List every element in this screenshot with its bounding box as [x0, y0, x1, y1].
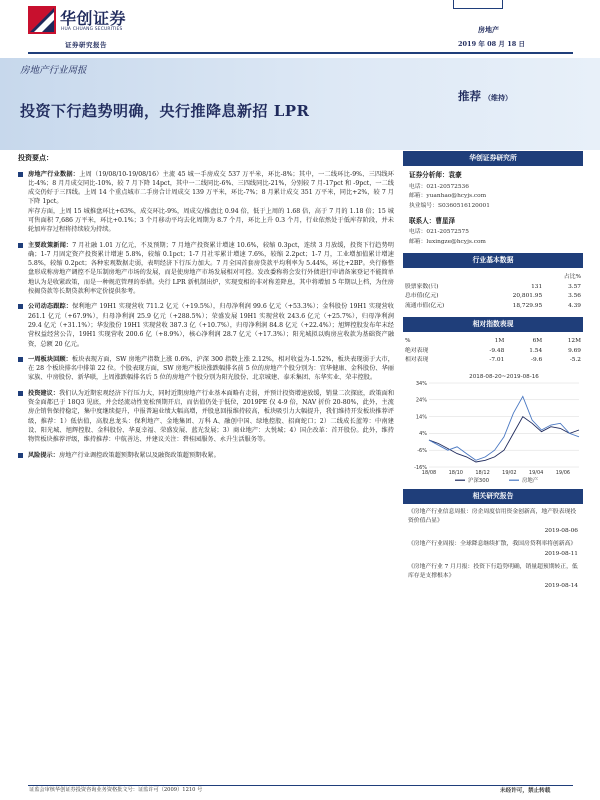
- related-report-title[interactable]: 《房地产行业周报：全球降息继续扩散，我国房贷利率将创新高》: [408, 541, 577, 548]
- footer-divider: [28, 785, 573, 786]
- logo-en: HUA CHUANG SECURITIES: [61, 27, 123, 32]
- related-report-date: 2019-08-11: [544, 551, 578, 558]
- table-row: [403, 356, 583, 366]
- report-label: 证券研究报告: [65, 41, 107, 49]
- institute-header: 华创证券研究所: [403, 151, 583, 166]
- logo-name: 华创证券: [60, 9, 127, 28]
- cell-value: 131: [531, 283, 543, 290]
- table-header-row: [403, 336, 583, 346]
- key-point-body: 板块表现方面，SW 房地产指数上涨 0.6%，沪深 300 指数上涨 2.12%，相对收益为-1.52%，板块表现弱于大市，在 28 个板块排名中排第 22 位。个股表现方面，SW 房地产板块涨跌幅排名前 5 位的房地产个股分别为：宜华健康、金科股份、华丽家族、中房股份、新华联，上周涨跌幅排名后 5 位的房地产个股分别为阳光股份、北京城建、泰禾集团、东华实业、荣丰控股。: [28, 355, 394, 382]
- x-tick-label: 19/04: [528, 470, 544, 477]
- related-report-date: 2019-08-06: [544, 528, 578, 535]
- chart-title: 2018-08-20~2019-08-16: [469, 374, 539, 381]
- related-report[interactable]: [403, 536, 583, 559]
- cell-value: -9.48: [489, 347, 505, 354]
- y-tick-label: -16%: [414, 465, 427, 472]
- basic-data-header: 行业基本数据: [403, 253, 583, 268]
- cell-label: 流通市值(亿元): [405, 303, 445, 310]
- cell-label: 相对表现: [405, 357, 429, 364]
- x-tick-label: 18/12: [475, 470, 490, 477]
- analyst-cert: 执业编号：S0360516120001: [409, 203, 490, 210]
- cell-value: -7.01: [489, 357, 505, 364]
- relative-performance-chart: [403, 369, 583, 489]
- series-line-0: [429, 417, 579, 462]
- contact-phone: 电话：021-20572575: [409, 229, 469, 236]
- contact-role: 联系人：曹星泽: [409, 216, 456, 225]
- cell-label: 绝对表现: [405, 347, 429, 354]
- x-tick-label: 18/10: [448, 470, 463, 477]
- sidebar: [403, 151, 583, 591]
- cell-share: 3.57: [568, 283, 581, 290]
- key-point-company: [18, 302, 394, 348]
- chart-svg: [403, 369, 583, 489]
- key-point-sector-review: [18, 355, 394, 383]
- key-point-body-2: 库存方面，上周 15 城推盘环比+63%，成交环比-9%，周成交/推盘比 0.94 倍，低于上周的 1.68 倍，高于 7 月的 1.18 倍；15 城可售面积 7,686 万平米，环比+0.1%；3 个月移动平均去化周期为 8.7 个月，环比上升 0.3 个月，行业依然处于低库存阶段，并未轮加库存过程将持续较为持续。: [28, 207, 394, 234]
- y-tick-label: 4%: [419, 431, 427, 438]
- key-point-head: 风险提示：: [28, 451, 59, 459]
- footer-copyright: 未经许可，禁止转载: [500, 788, 551, 794]
- analyst-role: 证券分析师：袁豪: [409, 171, 462, 179]
- related-reports-header: 相关研究报告: [403, 489, 583, 504]
- key-point-head: 一周板块回顾：: [28, 355, 72, 363]
- company-logo: [28, 6, 148, 40]
- y-tick-label: -6%: [417, 448, 427, 455]
- relative-performance-header: 相对指数表现: [403, 317, 583, 332]
- related-report-date: 2019-08-14: [544, 583, 578, 590]
- rating-note: （维持）: [484, 93, 512, 102]
- key-point-body: 我们认为近期宏观经济下行压力大，同时近期房地产行业基本面略有走弱，并预计投资增速放缓，销量二次探底，政策面和资金面都已于 18Q3 见底，并会经流动性宽松预期开启，而估值仍处于低位，2019PE 仅 4-9 倍，NAV 折价 20-80%，此外，主流房企销售保持稳定，集中度继续提升，中报普遍业绩大幅高增，并股息回报维持较高，板块吸引力大幅提升，我们维持开发板块推荐评级，推荐：1）低估值，高股息龙头：保利地产、金地集团、万科 A、融创中国、绿地控股、招商蛇口；2）二线成长蓝筹：中南建设、阳光城、旭辉控股、金科股份、华夏幸福、荣盛发展、蓝光发展；3）商业地产：大悦城；4）国企改革：首开股份。此外，维持物管板块推荐评级，维持推荐：中航善达、并建议关注：碧桂园服务、永升生活服务等。: [28, 389, 395, 444]
- report-type: 房地产行业周报: [20, 65, 87, 76]
- contact-email[interactable]: 邮箱：luxingze@hcyjs.com: [409, 239, 486, 246]
- key-point-risk: [18, 451, 394, 460]
- table-row: [403, 282, 583, 292]
- cell-value: 18,729.95: [512, 303, 543, 310]
- y-tick-label: 14%: [415, 414, 427, 421]
- header-divider: [28, 52, 573, 54]
- logo-mark-icon: [28, 6, 56, 34]
- related-report-title[interactable]: 《房地产行业信息周报：房企周度信用资金创新高，地产股表现投资价值凸显》: [408, 509, 577, 525]
- related-report-title[interactable]: 《房地产行业 7 月月报：投资下行趋势明确，销量超预期转正，低库存是支撑根本》: [408, 564, 578, 580]
- cell-value: -5.2: [569, 357, 581, 364]
- key-point-body: 上周（19/08/10-19/08/16）主流 45 城一手房成交 537 万平米，环比-8%；其中，一二线环比-9%、三四线环比-4%；8 月月成交同比-10%，较 7 月下降 14pct，其中一二线同比-6%、三四线同比-21%，分别较 7 月-17pct 和 -9pct，一二线成交仍好于三四线。上周 14 个重点城市二手房合计周成交 139 万平米，环比-7%；8 月累计成交 351 万平米，同比+2%，较 7 月下降 1pct。: [28, 170, 394, 206]
- table-row: [403, 292, 583, 302]
- y-tick-label: 34%: [415, 381, 427, 388]
- rating-value: 推荐: [458, 89, 481, 103]
- legend-label: 房地产: [522, 478, 539, 485]
- cell-value: -9.6: [531, 357, 543, 364]
- key-point-head: 公司动态跟踪：: [28, 303, 73, 311]
- cell-value: 20,801.95: [512, 293, 543, 300]
- col-header: %: [405, 337, 411, 344]
- basic-data-col-header: 占比%: [563, 274, 581, 281]
- cell-share: 3.56: [568, 293, 581, 300]
- analyst-email[interactable]: 邮箱：yuanhao@hcyjs.com: [409, 193, 487, 200]
- related-report[interactable]: [403, 504, 583, 536]
- key-point-policy: [18, 241, 394, 297]
- key-point-head: 投资建议：: [28, 389, 60, 397]
- x-tick-label: 19/06: [555, 470, 571, 477]
- report-title: 投资下行趋势明确，央行推降息新招 LPR: [20, 102, 310, 120]
- table-row: [403, 302, 583, 312]
- key-point-body: 7 月社融 1.01 万亿元，不及预期；7 月地产投资累计增速 10.6%，较缩 0.3pct，连续 3 月放缓，投资下行趋势明确；1-7 月固定资产投资累计增速 5.8%，较缩 0.1pct；1-7 月社零累计增速 7.6%，较缩 2.2pct；1-7 月，工业增加值累计增速 5.8%，较缩 0.2pct；各种宏观数据走弱，表明经济下行压力加大。7 月全国首套房贷款平均利率为 5.44%，环比+2BP。央行修整盘形成称房地产调控不是压制房地产市场的发展，而是使房地产市场发展相对可控。发改委称将会发行外债进行申请备案登记不能简单地认为是收紧政策，而是一种规范管理的举措。央行 LPR 新机制出炉，实现变相的非对称差降息，其中将增加 5 年期以上档，为住房按揭贷款等长期贷款利率定价提供参考。: [28, 241, 394, 296]
- analyst-phone: 电话：021-20572536: [409, 183, 469, 190]
- rating: [458, 88, 512, 105]
- cell-share: 4.39: [568, 303, 581, 310]
- report-date: 2019 年 08 月 18 日: [458, 40, 525, 48]
- y-tick-label: 24%: [415, 398, 427, 405]
- analyst-block: [403, 166, 583, 253]
- key-points-title: 投资要点：: [18, 153, 53, 162]
- key-point-head: 主要政策新闻：: [28, 241, 73, 249]
- cell-label: 股票家数(只): [405, 283, 439, 290]
- header-tab-decoration: [453, 0, 503, 9]
- header-sector: 房地产: [478, 25, 499, 34]
- cell-label: 总市值(亿元): [405, 293, 439, 300]
- key-point-investment-advice: [18, 389, 394, 445]
- x-tick-label: 18/08: [421, 470, 437, 477]
- key-point-body: 房地产行业调控政策超预期收紧以及融资政策超预期收紧。: [58, 451, 220, 459]
- col-header: 1M: [494, 337, 505, 344]
- x-tick-label: 19/02: [502, 470, 517, 477]
- key-point-industry-data: [18, 170, 394, 235]
- key-point-body: 保利地产 19H1 实现营收 711.2 亿元（+19.5%），归母净利润 99.6 亿元（+53.3%）；金科股份 19H1 实现营收 261.1 亿元（+67.9%），归母净利润 25.9 亿元（+288.5%）；荣盛发展 19H1 实现营收 243.6 亿元（+25.7%），归母净利润 29.4 亿元（+31.1%）；华发股份 19H1 实现营收 387.3 亿（+10.7%），归母净利润 84.8 亿元（+22.4%）；旭辉控股发布年末经营权益经营公告，19H1 实现营收 200.6 亿（+8.9%），核心净利润 28.7 亿元（+17.3%）；阳光城拟以购房应收款为基础资产融资，总额 20 亿元。: [28, 303, 394, 348]
- related-report[interactable]: [403, 559, 583, 591]
- table-row: [403, 346, 583, 356]
- legend-label: 沪深300: [468, 478, 490, 485]
- cell-value: 1.54: [529, 347, 543, 354]
- footer-license: 证监会审核华创证券投资咨询业务资格批文号：证监许可（2009）1210 号: [29, 787, 203, 793]
- key-point-head: 房地产行业数据：: [28, 170, 80, 178]
- performance-table: [403, 336, 583, 365]
- col-header: 6M: [532, 337, 543, 344]
- basic-data-table: [403, 273, 583, 312]
- col-header: 12M: [567, 337, 581, 344]
- cell-value: 9.69: [568, 347, 581, 354]
- key-points-section: [18, 151, 394, 466]
